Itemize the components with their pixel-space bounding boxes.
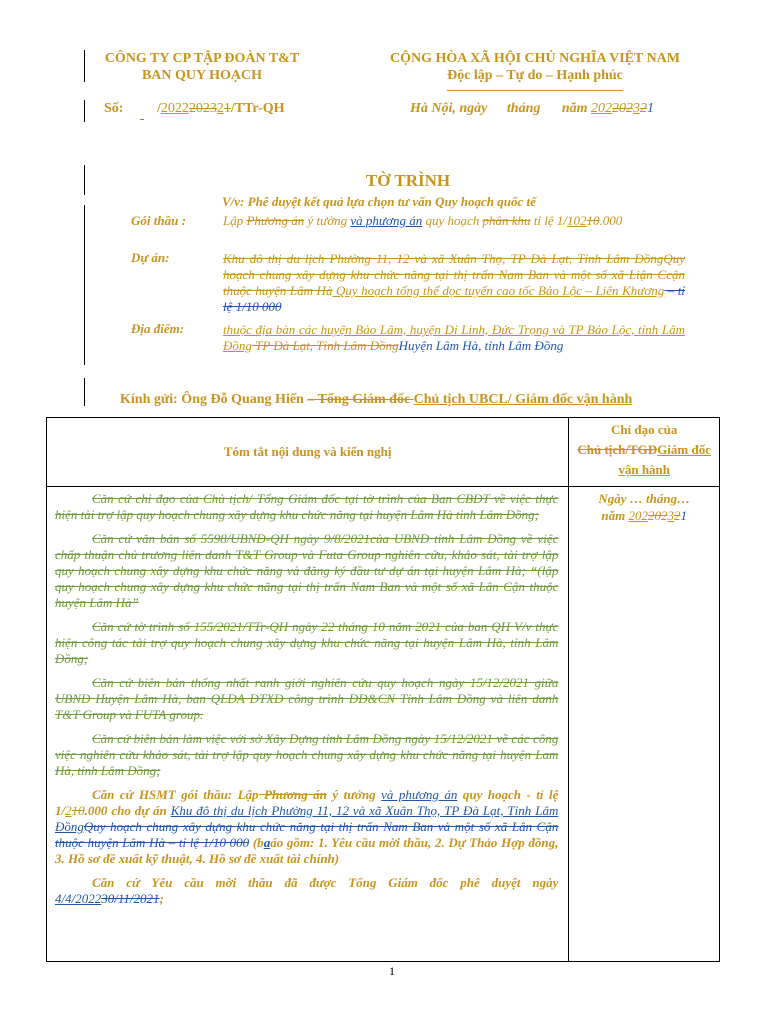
recipient-line: Kính gửi: Ông Đỗ Quang Hiến – Tổng Giám đốc Chủ tịch UBCL/ Giám đốc vận hành xyxy=(120,392,633,407)
basis-paragraph-4: Căn cứ biên bản thống nhất ranh giới nghiên cứu quy hoạch ngày 15/12/2021 giữa UBND Huyện Lâm Hà, ban QLDA ĐTXD công trình DD&CN Tỉnh Lâm Đồng và liên danh T&T Group và FUTA group. xyxy=(55,675,559,722)
location-value: thuộc địa bàn các huyện Bảo Lâm, huyện Di Linh, Đức Trọng và TP Bảo Lộc, tỉnh Lâm Đồng TP Đà Lạt, Tỉnh Lâm ĐồngHuyện Lâm Hà, tỉnh Lâm Đồng xyxy=(223,322,685,353)
direction-content-cell xyxy=(569,487,720,962)
direction-date-line2: năm 202202321 xyxy=(601,508,687,523)
summary-table xyxy=(46,417,720,962)
small-mark xyxy=(140,119,144,120)
basis-paragraph-6: Căn cứ HSMT gói thầu: Lập Phương án ý tưởng và phương án quy hoạch - tỉ lệ 1/210.000 cho dự án Khu đô thị du lịch Phường 11, 12 và xã Xuân Thọ, TP Đà Lạt, Tỉnh Lâm ĐồngQuy hoạch chung xây dựng khu chức năng tại thị trấn Nam Ban và một số xã Lân Cận thuộc huyện Lâm Hà – tỉ lệ 1/10 000 (baáo gồm: 1. Yêu cầu mời thầu, 2. Dự Thảo Hợp đồng, 3. Hồ sơ đề xuất kỹ thuật, 4. Hồ sơ đề xuất tài chính) xyxy=(55,787,559,866)
basis-paragraph-7: Căn cứ Yêu cầu mời thầu đã được Tổng Giám đốc phê duyệt ngày 4/4/202230/11/2021; xyxy=(55,875,559,906)
revision-bar xyxy=(84,50,85,82)
direction-date-line1: Ngày … tháng… xyxy=(598,491,691,506)
basis-paragraph-5: Căn cứ biên bản làm việc với sở Xây Dựng tỉnh Lâm Đồng ngày 15/12/2021 về các công việc nghiên cứu khảo sát, tài trợ lập quy hoạch chung xây dựng khu chức năng tại huyện Lam Hà, tỉnh Lâm Đồng; xyxy=(55,731,559,778)
nation-motto: Độc lập – Tự do – Hạnh phúc xyxy=(447,67,623,91)
document-subject: V/v: Phê duyệt kết quả lựa chọn tư vấn Quy hoạch quốc tế xyxy=(222,194,536,209)
basis-paragraph-3: Căn cứ tờ trình số 155/2021/TTr-QH ngày 22 tháng 10 năm 2021 của ban QH V/v thực hiện công tác tài trợ quy hoạch chung xây dựng khu chức năng tại huyện Lâm Hà, tỉnh Lâm Đồng; xyxy=(55,619,559,666)
location-label: Địa điểm: xyxy=(131,321,185,336)
department-name: BAN QUY HOẠCH xyxy=(141,68,263,83)
package-value: Lập Phương án ý tưởng và phương án quy hoạch phân khu tỉ lệ 1/10210.000 xyxy=(223,213,623,228)
package-label: Gói thầu : xyxy=(131,213,186,228)
direction-column-header: Chỉ đạo của Chủ tịch/TGĐGiám đốc vận hành xyxy=(569,418,720,487)
project-value: Khu đô thị du lịch Phường 11, 12 và xã Xuân Thọ, TP Đà Lạt, Tỉnh Lâm ĐồngQuy hoạch chung xây dựng khu chức năng tại thị trấn Nam Ban và một số xã Liận Ccận thuộc huyện Lâm Hà Quy hoạch tổng thể dọc tuyến cao tốc Bảo Lộc – Liên Khương – tỉ lệ 1/10 000 xyxy=(223,251,685,314)
reference-number: Số: /2022202321/TTr-QH xyxy=(104,101,285,116)
revision-bar xyxy=(84,378,85,406)
revision-bar xyxy=(84,205,85,365)
summary-content-cell xyxy=(47,487,569,962)
company-name: CÔNG TY CP TẬP ĐOÀN T&T xyxy=(104,51,300,66)
summary-column-header: Tóm tắt nội dung và kiến nghị xyxy=(47,418,569,487)
project-label: Dự án: xyxy=(131,250,170,265)
table-body-row xyxy=(47,487,720,962)
page-number: 1 xyxy=(389,964,395,978)
basis-paragraph-1: Căn cứ chỉ đạo của Chủ tịch/ Tổng Giám đốc tại tờ trình của Ban CBĐT về việc thực hiện tài trợ lập quy hoạch chung xây dựng khu chức năng tại huyện Lâm Hà tỉnh Lâm Đồng; xyxy=(55,491,559,522)
nation-title: CỘNG HÒA XÃ HỘI CHỦ NGHĨA VIỆT NAM xyxy=(389,51,680,66)
revision-bar xyxy=(84,100,85,122)
table-header-row xyxy=(47,418,720,487)
company-header xyxy=(88,50,316,84)
document-title: TỜ TRÌNH xyxy=(365,171,451,190)
nation-header xyxy=(368,50,702,91)
basis-paragraph-2: Căn cứ văn bản số 5598/UBND-QH ngày 9/8/2021của UBND tỉnh Lâm Đồng về việc chấp thuận chủ trương liên danh T&T Group và Futa Group nghiên cứu, khảo sát, tài trợ lập quy hoạch chung xây dựng khu chức năng và đăng ký đầu tư dự án tại huyện Lâm Hà; “(lập quy hoạch chung xây dựng khu chức năng tại thị trấn Nam Ban và một số xã Lân Cận thuộc huyện Lâm Hà” xyxy=(55,531,559,610)
place-date: Hà Nội, ngày tháng năm 202202321 xyxy=(410,101,655,116)
